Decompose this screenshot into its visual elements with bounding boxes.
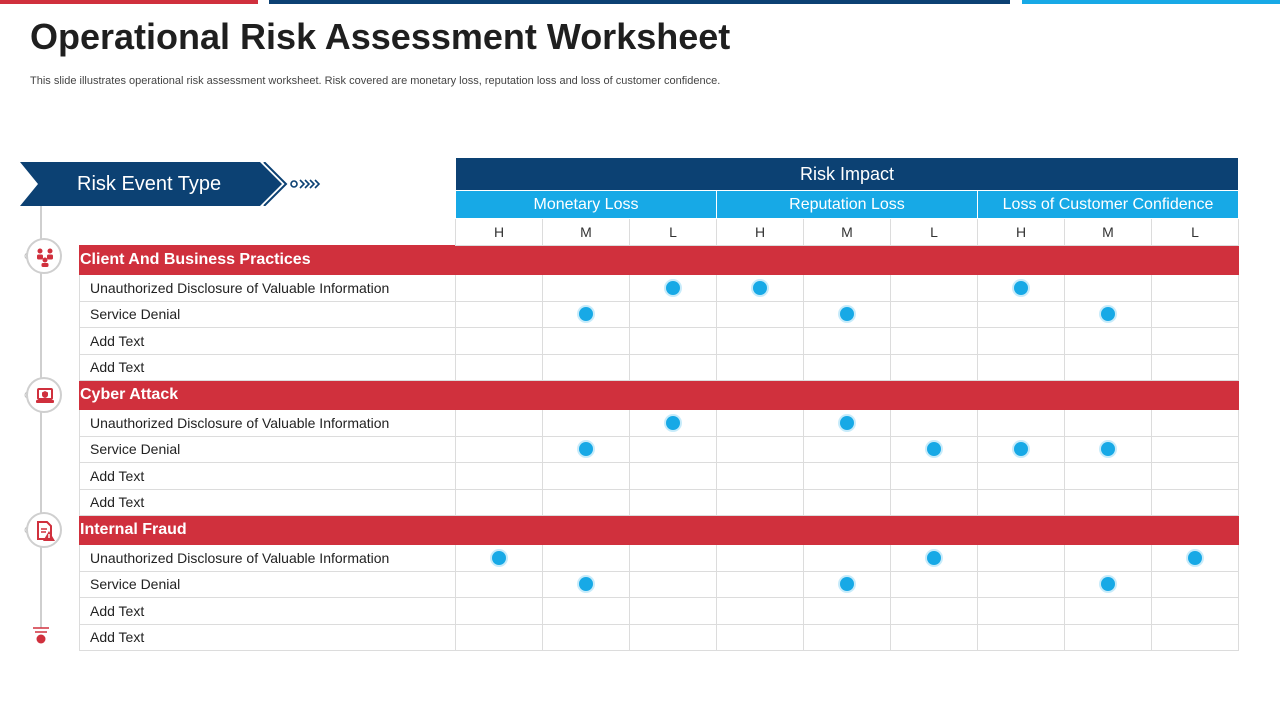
rating-cell	[1152, 598, 1239, 625]
rating-cell	[456, 545, 543, 572]
rating-cell	[804, 571, 891, 598]
row-label: Unauthorized Disclosure of Valuable Information	[80, 410, 456, 437]
rating-dot-icon	[753, 281, 767, 295]
table-row	[80, 436, 1239, 463]
rating-cell	[717, 301, 804, 328]
rating-cell	[717, 463, 804, 490]
row-label: Add Text	[80, 489, 456, 516]
row-label: Unauthorized Disclosure of Valuable Information	[80, 545, 456, 572]
rating-cell	[717, 436, 804, 463]
rating-cell	[978, 301, 1065, 328]
level-header: M	[1065, 219, 1152, 246]
rating-cell	[543, 436, 630, 463]
rating-cell	[978, 354, 1065, 381]
header-spacer	[80, 191, 456, 219]
rating-cell	[804, 489, 891, 516]
rating-cell	[717, 545, 804, 572]
laptop-security-icon	[26, 377, 62, 413]
document-alert-icon	[26, 512, 62, 548]
rating-cell	[630, 489, 717, 516]
rating-cell	[456, 571, 543, 598]
level-header: M	[804, 219, 891, 246]
rating-cell	[543, 354, 630, 381]
rating-cell	[630, 571, 717, 598]
accent-bar-navy	[269, 0, 1010, 4]
category-customer-confidence: Loss of Customer Confidence	[978, 191, 1239, 219]
rating-dot-icon	[1014, 281, 1028, 295]
rating-cell	[717, 410, 804, 437]
rating-cell	[891, 571, 978, 598]
table-row	[80, 354, 1239, 381]
table-row	[80, 275, 1239, 302]
rating-cell	[456, 463, 543, 490]
rating-dot-icon	[492, 551, 506, 565]
rating-cell	[1065, 598, 1152, 625]
timeline-line	[0, 0, 80, 720]
rating-cell	[1152, 624, 1239, 651]
rating-cell	[1065, 436, 1152, 463]
rating-cell	[891, 463, 978, 490]
rating-cell	[717, 598, 804, 625]
section-row	[80, 381, 1239, 410]
rating-cell	[630, 545, 717, 572]
rating-cell	[891, 598, 978, 625]
rating-cell	[630, 436, 717, 463]
rating-cell	[630, 301, 717, 328]
level-header: M	[543, 219, 630, 246]
rating-dot-icon	[1188, 551, 1202, 565]
rating-cell	[1065, 489, 1152, 516]
section-row	[80, 246, 1239, 275]
rating-dot-icon	[840, 307, 854, 321]
rating-cell	[1065, 545, 1152, 572]
rating-cell	[456, 489, 543, 516]
rating-cell	[978, 624, 1065, 651]
table-row	[80, 571, 1239, 598]
rating-cell	[804, 354, 891, 381]
ribbon-label: Risk Event Type	[77, 173, 222, 195]
rating-cell	[978, 275, 1065, 302]
rating-cell	[804, 598, 891, 625]
rating-cell	[630, 275, 717, 302]
rating-cell	[630, 328, 717, 355]
table-row	[80, 489, 1239, 516]
row-label: Service Denial	[80, 571, 456, 598]
table-row	[80, 598, 1239, 625]
rating-cell	[543, 598, 630, 625]
rating-cell	[456, 301, 543, 328]
level-header: L	[1152, 219, 1239, 246]
table-row	[80, 624, 1239, 651]
rating-cell	[804, 624, 891, 651]
rating-cell	[1152, 489, 1239, 516]
rating-cell	[891, 301, 978, 328]
rating-cell	[543, 410, 630, 437]
header-spacer	[80, 219, 456, 246]
rating-cell	[978, 410, 1065, 437]
rating-cell	[1152, 354, 1239, 381]
rating-dot-icon	[1101, 442, 1115, 456]
row-label: Service Denial	[80, 436, 456, 463]
rating-cell	[1065, 410, 1152, 437]
accent-bar-red	[0, 0, 258, 4]
row-label: Add Text	[80, 624, 456, 651]
rating-cell	[1065, 328, 1152, 355]
rating-dot-icon	[927, 442, 941, 456]
rating-cell	[1152, 328, 1239, 355]
section-title: Cyber Attack	[80, 381, 1239, 410]
rating-cell	[543, 463, 630, 490]
rating-dot-icon	[666, 281, 680, 295]
table-row	[80, 545, 1239, 572]
rating-cell	[717, 624, 804, 651]
table-row	[80, 301, 1239, 328]
row-label: Add Text	[80, 598, 456, 625]
rating-cell	[543, 328, 630, 355]
rating-cell	[1152, 545, 1239, 572]
rating-cell	[891, 275, 978, 302]
level-header: H	[456, 219, 543, 246]
page-subtitle: This slide illustrates operational risk assessment worksheet. Risk covered are monetary loss, reputation loss and loss of customer confidence.	[30, 75, 721, 87]
risk-worksheet-table	[79, 157, 1239, 651]
rating-cell	[1152, 275, 1239, 302]
accent-bar-blue	[1022, 0, 1280, 4]
rating-cell	[456, 598, 543, 625]
rating-cell	[891, 328, 978, 355]
level-header: H	[717, 219, 804, 246]
rating-cell	[1065, 275, 1152, 302]
category-monetary-loss: Monetary Loss	[456, 191, 717, 219]
rating-cell	[717, 571, 804, 598]
rating-cell	[630, 354, 717, 381]
table-row	[80, 328, 1239, 355]
rating-cell	[456, 354, 543, 381]
rating-cell	[804, 436, 891, 463]
rating-cell	[630, 463, 717, 490]
rating-dot-icon	[666, 416, 680, 430]
rating-cell	[804, 301, 891, 328]
rating-cell	[543, 571, 630, 598]
table-row	[80, 463, 1239, 490]
rating-cell	[891, 354, 978, 381]
table-row	[80, 410, 1239, 437]
rating-cell	[543, 545, 630, 572]
rating-cell	[456, 624, 543, 651]
rating-dot-icon	[840, 577, 854, 591]
rating-cell	[543, 301, 630, 328]
section-title: Client And Business Practices	[80, 246, 1239, 275]
rating-dot-icon	[1101, 307, 1115, 321]
rating-cell	[456, 328, 543, 355]
rating-cell	[804, 410, 891, 437]
rating-cell	[891, 436, 978, 463]
rating-cell	[804, 275, 891, 302]
header-spacer	[80, 158, 456, 191]
rating-cell	[1065, 354, 1152, 381]
rating-cell	[1152, 436, 1239, 463]
rating-cell	[1065, 624, 1152, 651]
risk-impact-header: Risk Impact	[456, 158, 1239, 191]
row-label: Service Denial	[80, 301, 456, 328]
rating-cell	[1065, 463, 1152, 490]
rating-cell	[1065, 301, 1152, 328]
section-title: Internal Fraud	[80, 516, 1239, 545]
rating-cell	[804, 545, 891, 572]
rating-cell	[717, 354, 804, 381]
rating-cell	[978, 489, 1065, 516]
rating-cell	[630, 624, 717, 651]
rating-cell	[1065, 571, 1152, 598]
rating-dot-icon	[579, 577, 593, 591]
rating-cell	[978, 545, 1065, 572]
rating-dot-icon	[1101, 577, 1115, 591]
level-header: L	[891, 219, 978, 246]
page-title: Operational Risk Assessment Worksheet	[30, 16, 731, 57]
row-label: Add Text	[80, 463, 456, 490]
rating-dot-icon	[579, 307, 593, 321]
rating-cell	[630, 598, 717, 625]
rating-cell	[456, 275, 543, 302]
rating-cell	[1152, 571, 1239, 598]
row-label: Add Text	[80, 328, 456, 355]
rating-cell	[543, 275, 630, 302]
rating-cell	[978, 436, 1065, 463]
section-row	[80, 516, 1239, 545]
rating-cell	[891, 410, 978, 437]
rating-cell	[1152, 463, 1239, 490]
rating-cell	[978, 571, 1065, 598]
people-icon	[26, 238, 62, 274]
rating-cell	[543, 624, 630, 651]
rating-cell	[978, 598, 1065, 625]
category-reputation-loss: Reputation Loss	[717, 191, 978, 219]
rating-cell	[717, 328, 804, 355]
rating-cell	[717, 275, 804, 302]
rating-cell	[978, 328, 1065, 355]
rating-cell	[891, 489, 978, 516]
level-header: L	[630, 219, 717, 246]
rating-dot-icon	[579, 442, 593, 456]
timeline	[0, 0, 80, 720]
rating-dot-icon	[1014, 442, 1028, 456]
rating-cell	[1152, 301, 1239, 328]
rating-cell	[630, 410, 717, 437]
rating-cell	[978, 463, 1065, 490]
rating-cell	[543, 489, 630, 516]
risk-worksheet-body	[80, 246, 1239, 651]
row-label: Unauthorized Disclosure of Valuable Information	[80, 275, 456, 302]
rating-cell	[804, 463, 891, 490]
rating-dot-icon	[927, 551, 941, 565]
rating-cell	[456, 410, 543, 437]
rating-cell	[891, 624, 978, 651]
rating-cell	[717, 489, 804, 516]
rating-cell	[1152, 410, 1239, 437]
row-label: Add Text	[80, 354, 456, 381]
rating-cell	[891, 545, 978, 572]
rating-cell	[804, 328, 891, 355]
level-header: H	[978, 219, 1065, 246]
rating-dot-icon	[840, 416, 854, 430]
rating-cell	[456, 436, 543, 463]
